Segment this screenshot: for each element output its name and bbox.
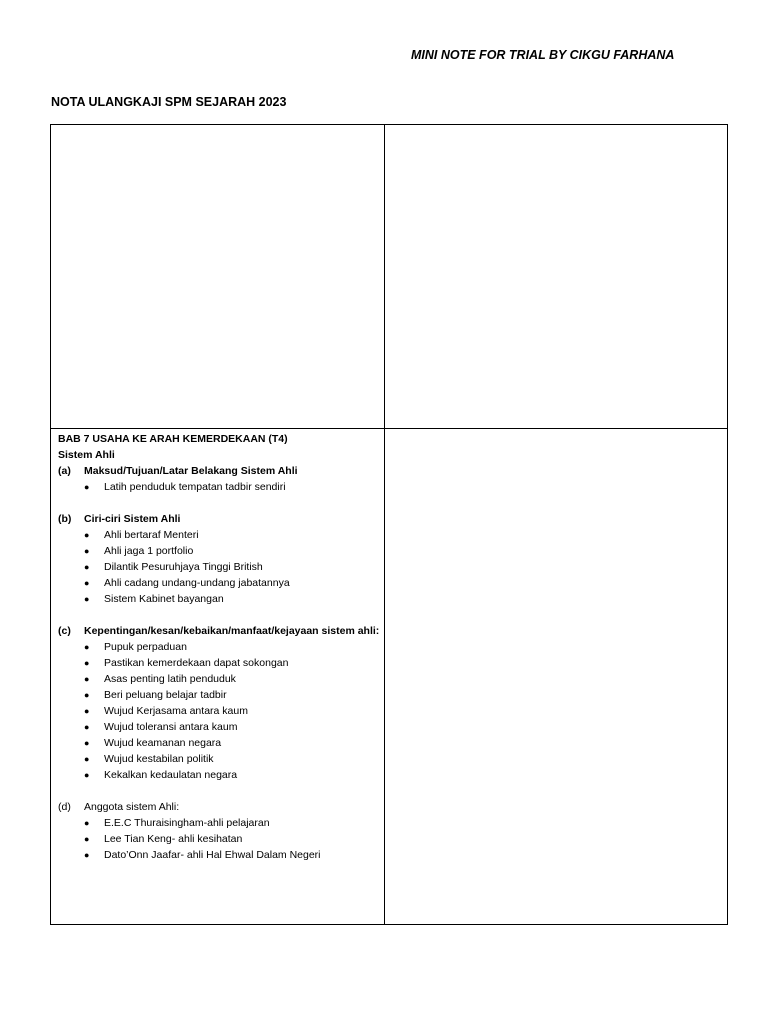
list-item: ● Ahli cadang undang-undang jabatannya <box>84 577 290 589</box>
list-item: ● Asas penting latih penduduk <box>84 673 236 685</box>
bullet-icon: ● <box>84 658 90 668</box>
section-b-heading <box>58 511 380 527</box>
bullet-icon: ● <box>84 674 90 684</box>
list-item: ● Sistem Kabinet bayangan <box>84 593 224 605</box>
empty-cell-top-left <box>51 125 384 428</box>
list-item: ● Wujud kestabilan politik <box>84 753 214 765</box>
section-letter: (c) <box>58 625 71 637</box>
list-item: ● Lee Tian Keng- ahli kesihatan <box>84 833 243 845</box>
list-item: ● E.E.C Thuraisingham-ahli pelajaran <box>84 817 270 829</box>
section-a-heading <box>58 463 380 479</box>
section-c-heading <box>58 623 380 639</box>
bullet-icon: ● <box>84 578 90 588</box>
section-c-list <box>58 639 380 783</box>
list-item: ● Beri peluang belajar tadbir <box>84 689 227 701</box>
bullet-icon: ● <box>84 642 90 652</box>
topic-heading: Sistem Ahli <box>58 449 115 461</box>
bullet-icon: ● <box>84 754 90 764</box>
header-note: MINI NOTE FOR TRIAL BY CIKGU FARHANA <box>411 48 675 62</box>
section-title: Ciri-ciri Sistem Ahli <box>84 513 181 525</box>
section-title: Maksud/Tujuan/Latar Belakang Sistem Ahli <box>84 465 298 477</box>
list-item: ● Ahli jaga 1 portfolio <box>84 545 194 557</box>
list-item: ● Kekalkan kedaulatan negara <box>84 769 238 781</box>
chapter-heading: BAB 7 USAHA KE ARAH KEMERDEKAAN (T4) <box>58 433 288 445</box>
bullet-icon: ● <box>84 770 90 780</box>
bullet-icon: ● <box>84 530 90 540</box>
bullet-icon: ● <box>84 818 90 828</box>
document-title: NOTA ULANGKAJI SPM SEJARAH 2023 <box>51 95 287 109</box>
list-item: ● Dilantik Pesuruhjaya Tinggi British <box>84 561 263 573</box>
list-item: ● Wujud toleransi antara kaum <box>84 721 238 733</box>
notes-table <box>50 124 728 925</box>
list-item: ● Ahli bertaraf Menteri <box>84 529 199 541</box>
notes-cell-bottom-left <box>58 431 380 863</box>
bullet-icon: ● <box>84 562 90 572</box>
section-letter: (b) <box>58 513 72 525</box>
bullet-icon: ● <box>84 706 90 716</box>
list-item: ● Latih penduduk tempatan tadbir sendiri <box>84 481 286 493</box>
bullet-icon: ● <box>84 834 90 844</box>
list-item: ● Dato’Onn Jaafar- ahli Hal Ehwal Dalam Negeri <box>84 849 321 861</box>
section-b-list <box>58 527 380 607</box>
bullet-icon: ● <box>84 482 90 492</box>
section-a-list <box>58 479 380 495</box>
section-title: Kepentingan/kesan/kebaikan/manfaat/kejayaan sistem ahli: <box>84 625 380 637</box>
section-letter: (d) <box>58 801 71 813</box>
bullet-icon: ● <box>84 738 90 748</box>
section-title: Anggota sistem Ahli: <box>84 801 180 813</box>
list-item: ● Wujud Kerjasama antara kaum <box>84 705 248 717</box>
section-letter: (a) <box>58 465 71 477</box>
bullet-icon: ● <box>84 850 90 860</box>
empty-cell-top-right <box>385 125 727 428</box>
section-d-heading <box>58 799 380 815</box>
bullet-icon: ● <box>84 546 90 556</box>
list-item: ● Wujud keamanan negara <box>84 737 222 749</box>
section-d-list <box>58 815 380 863</box>
bullet-icon: ● <box>84 722 90 732</box>
empty-cell-bottom-right <box>385 429 727 924</box>
bullet-icon: ● <box>84 690 90 700</box>
list-item: ● Pastikan kemerdekaan dapat sokongan <box>84 657 289 669</box>
bullet-icon: ● <box>84 594 90 604</box>
list-item: ● Pupuk perpaduan <box>84 641 187 653</box>
